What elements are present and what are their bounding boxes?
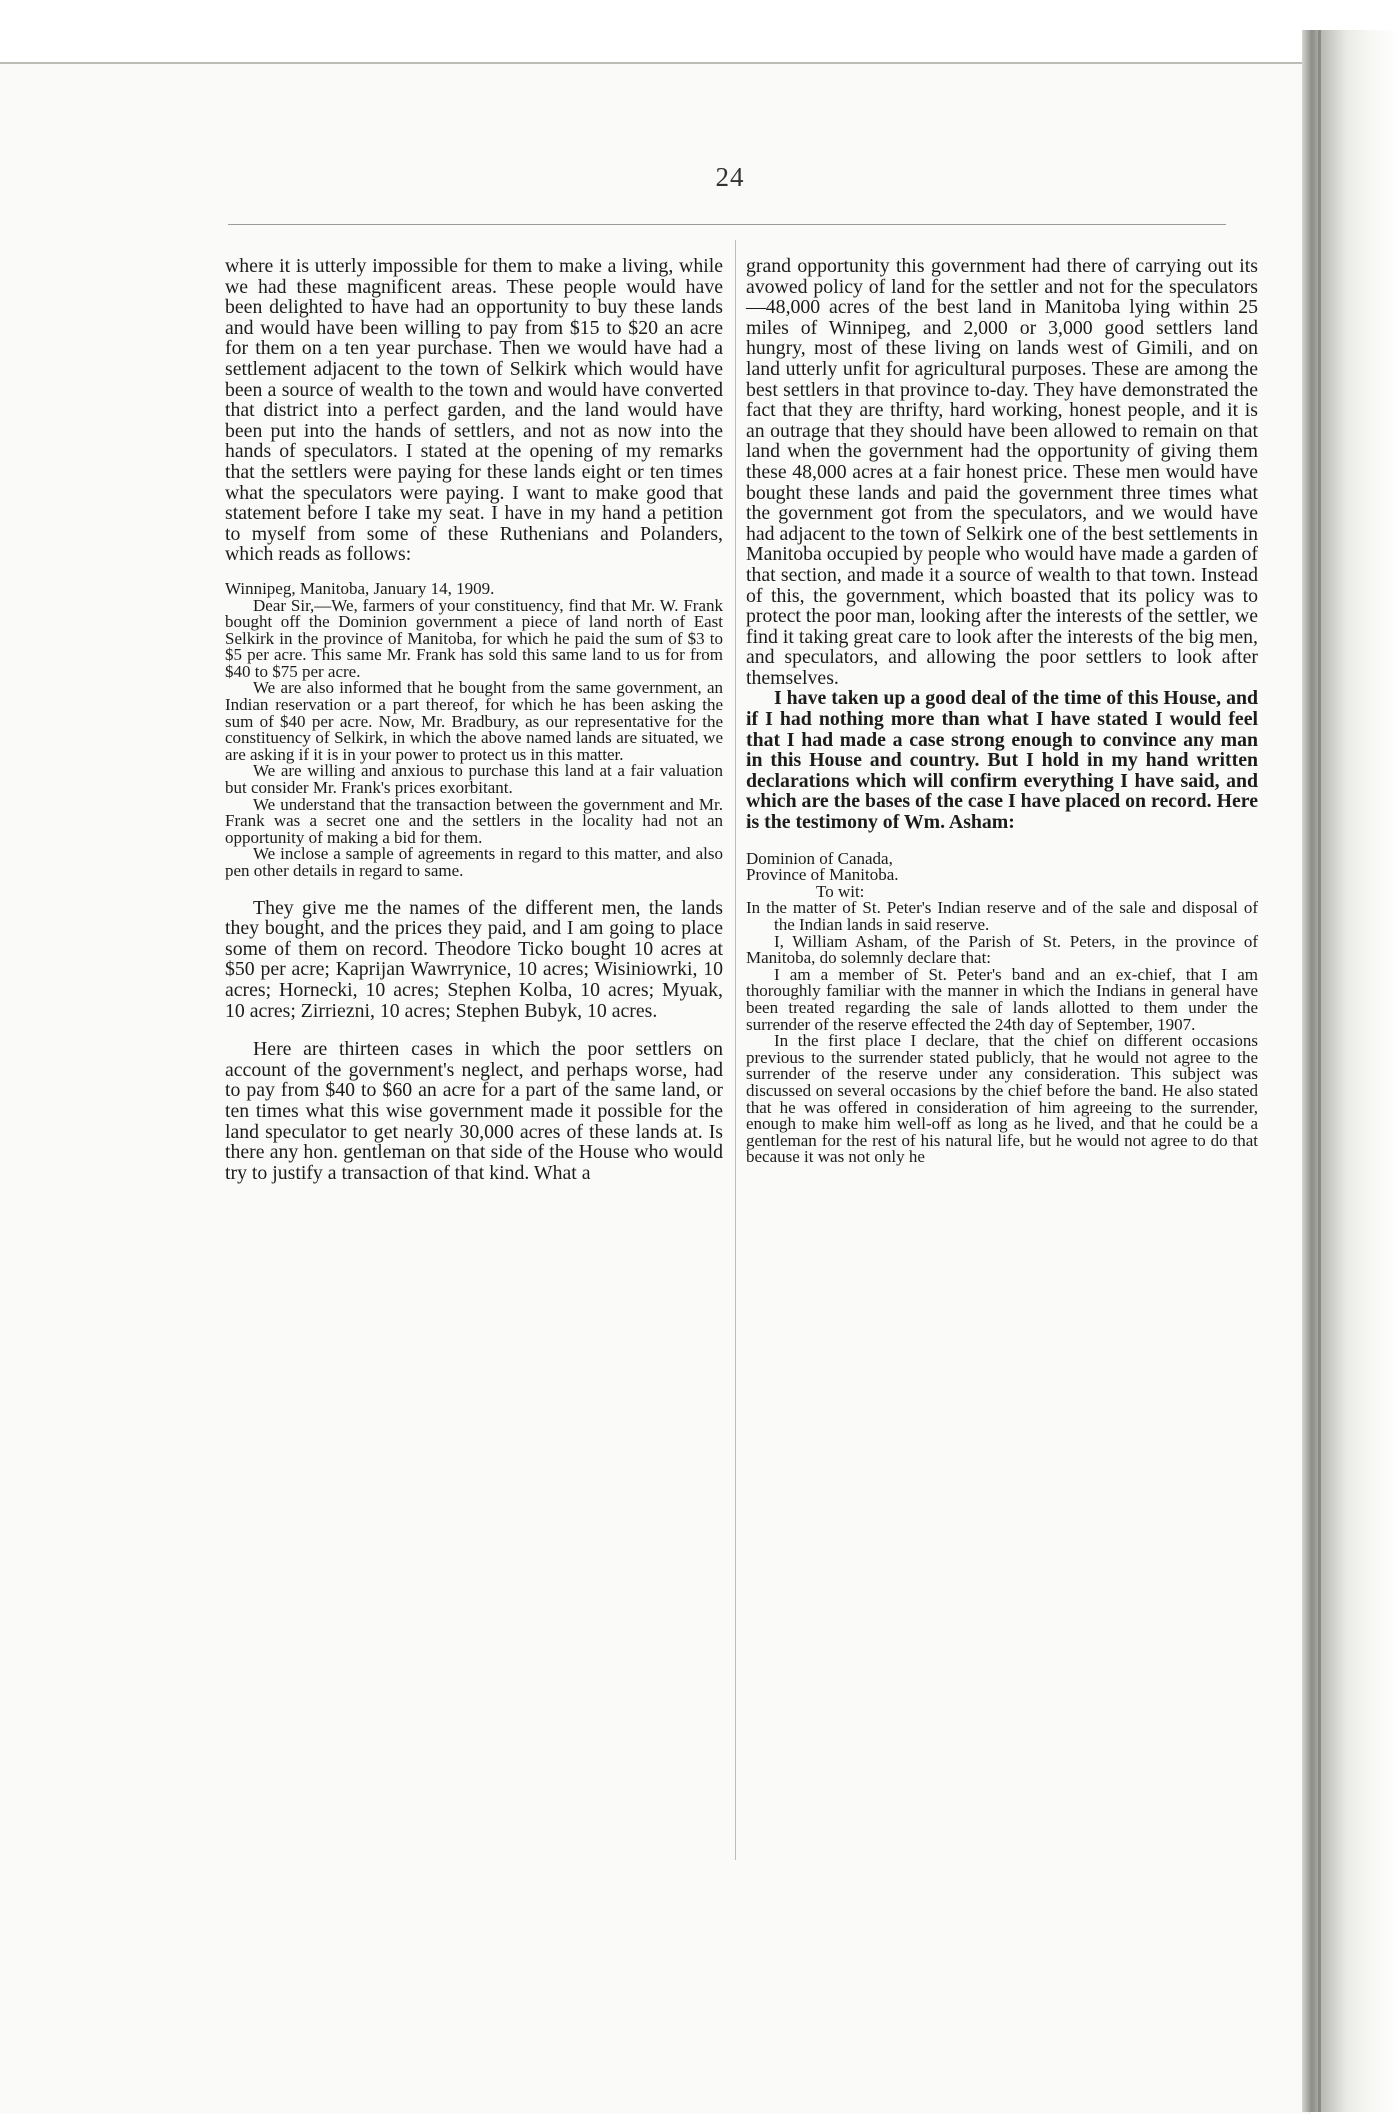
letter-paragraph: We are also informed that he bought from the same government, an Indian reservation or a part thereof, for which he has been asking the sum of $40 per acre. Now, Mr. Bradbury, as our representative for the constituency of Selkirk, in which the above named lands are situated, we are asking if it is in your power to protect us in this matter. xyxy=(225,678,723,764)
header-rule xyxy=(228,224,1226,225)
letter-date: Winnipeg, Manitoba, January 14, 1909. xyxy=(225,578,495,598)
left-column xyxy=(225,256,723,1183)
letter-paragraph: We are willing and anxious to purchase this land at a fair valuation but consider Mr. Frank's prices exorbitant. xyxy=(225,761,723,798)
declaration-matter: In the matter of St. Peter's Indian reserve and of the sale and disposal of the Indian lands in said reserve. xyxy=(746,898,1258,934)
right-column xyxy=(746,256,1258,1166)
book-gutter-shadow xyxy=(1302,30,1400,2112)
letter-paragraph: We understand that the transaction between the government and Mr. Frank was a secret one and the settlers in the locality had not an opportunity of making a bid for them. xyxy=(225,794,723,847)
declaration-dominion: Dominion of Canada, xyxy=(746,848,893,868)
paragraph-cases: Here are thirteen cases in which the poor settlers on account of the government's neglect, and perhaps worse, had to pay from $40 to $60 an acre for a part of the same land, or ten times what this wise government made it possible for the land speculator to get nearly 30,000 acres of these lands at. Is there any hon. gentleman on that side of the House who would try to justify a transaction of that kind. What a xyxy=(225,1038,723,1184)
letter-paragraph: We inclose a sample of agreements in regard to this matter, and also pen other details in regard to same. xyxy=(225,844,723,880)
paragraph-intro: where it is utterly impossible for them to make a living, while we had these magnificent areas. These people would have been delighted to have had an opportunity to buy these lands and would have been willing to pay from $15 to $20 an acre for them on a ten year purchase. Then we would have had a settlement adjacent to the town of Selkirk which would have been a source of wealth to the town and would have converted that district into a perfect garden, and the land would have been put into the hands of settlers, and not as now into the hands of speculators. I stated at the opening of my remarks that the settlers were paying for these lands eight or ten times what the speculators were paying. I want to make good that statement before I take my seat. I have in my hand a petition to myself from some of these Ruthenians and Polanders, which reads as follows: xyxy=(225,255,723,566)
gutter-edge-line xyxy=(1318,30,1321,2112)
letter-paragraph: Dear Sir,—We, farmers of your constituency, find that Mr. W. Frank bought off the Dominion government a piece of land north of East Selkirk in the province of Manitoba, for which he paid the sum of $3 to $5 per acre. This same Mr. Frank has sold this same land to us for from $40 to $75 per acre. xyxy=(225,595,723,681)
declaration-paragraph: In the first place I declare, that the chief on different occasions previous to the surrender stated publicly, that he would not agree to the surrender of the reserve under any consideration. This subject was discussed on several occasions by the chief before the band. He also stated that he was offered in consideration of him agreeing to the surrender, enough to make him well-off as long as he lived, and that he could be a gentleman for the rest of his natural life, but he would not agree to do that because it was not only he xyxy=(746,1031,1258,1167)
paragraph-names: They give me the names of the different men, the lands they bought, and the prices they paid, and I am going to place some of them on record. Theodore Ticko bought 10 acres at $50 per acre; Kaprijan Wawrrynice, 10 acres; Wisiniowrki, 10 acres; Hornecki, 10 acres; Stephen Kolba, 10 acres; Myuak, 10 acres; Zirriezni, 10 acres; Stephen Bubyk, 10 acres. xyxy=(225,896,723,1022)
declaration-province: Province of Manitoba. xyxy=(746,865,899,885)
paragraph-opportunity: grand opportunity this government had there of carrying out its avowed policy of land for the settler and not for the speculators—48,000 acres of the best land in Manitoba lying within 25 miles of Winnipeg, and 2,000 or 3,000 good settlers land hungry, most of these living on lands west of Gimili, and on land utterly unfit for agricultural purposes. These are among the best settlers in that province to-day. They have demonstrated the fact that they are thrifty, hard working, honest people, and it is an outrage that they should have been allowed to remain on that land when the government had the opportunity of giving them these 48,000 acres at a fair honest price. These men would have bought these lands and paid the government three times what the government got from the speculators, and we would have had adjacent to the town of Selkirk one of the best settlements in Manitoba occupied by people who would have made a garden of that section, and made it a source of wealth to that town. Instead of this, the government, which boasted that its policy was to protect the poor man, looking after the interests of the settler, we find it taking great care to look after the interests of the big men, and speculators, and allowing the poor settlers to look after themselves. xyxy=(746,255,1258,689)
page-number: 24 xyxy=(715,162,745,192)
declaration-to-wit: To wit: xyxy=(816,881,865,901)
paragraph-taken: I have taken up a good deal of the time of this House, and if I had nothing more than what I have stated I would feel that I had made a case strong enough to convince any man in this House and country. But I hold in my hand written declarations which will confirm everything I have said, and which are the bases of the case I have placed on record. Here is the testimony of Wm. Asham: xyxy=(746,687,1258,834)
declaration-paragraph: I am a member of St. Peter's band and an ex-chief, that I am thoroughly familiar with the manner in which the Indians in general have been treated regarding the sale of lands allotted to them under the surrender of the reserve effected the 24th day of September, 1907. xyxy=(746,964,1258,1034)
declaration-paragraph: I, William Asham, of the Parish of St. Peters, in the province of Manitoba, do solemnly declare that: xyxy=(746,931,1258,968)
column-divider xyxy=(735,240,736,1860)
